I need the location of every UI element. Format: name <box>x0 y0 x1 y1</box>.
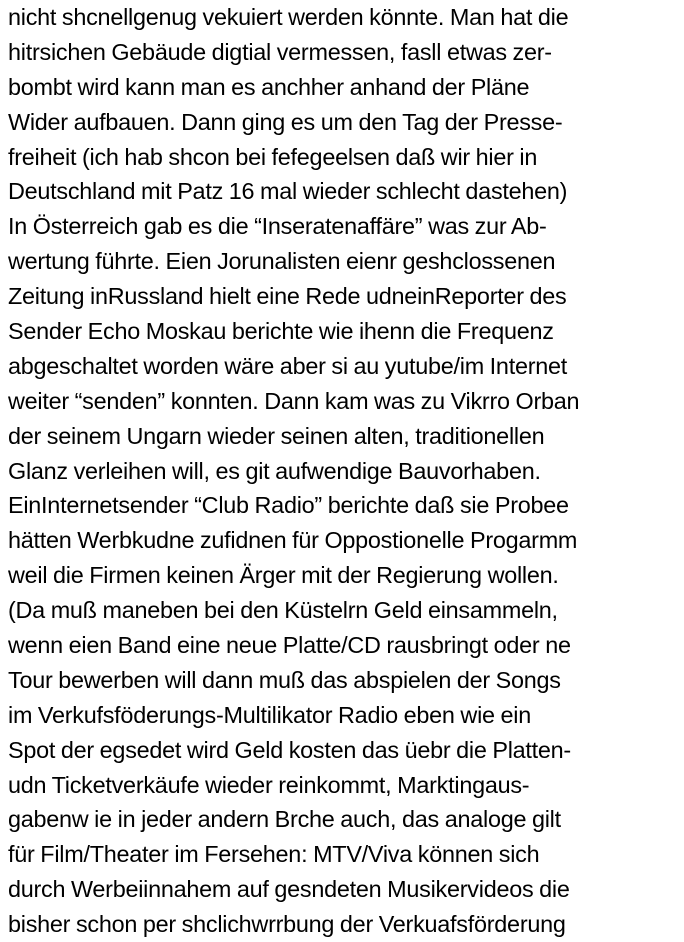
text-line: Glanz verleihen will, es git aufwendige Bauvorhaben. <box>8 457 541 484</box>
text-line: udn Ticketverkäufe wieder reinkommt, Marktingaus- <box>8 771 530 798</box>
text-line: der seinem Ungarn wieder seinen alten, traditionellen <box>8 422 545 449</box>
text-line: In Österreich gab es die “Inseratenaffäre” was zur Ab- <box>8 213 547 240</box>
text-line: hitrsichen Gebäude digtial vermessen, fasll etwas zer- <box>8 38 552 65</box>
text-line: im Verkufsföderungs-Multilikator Radio eben wie ein <box>8 701 531 728</box>
text-line: (Da muß maneben bei den Küstelrn Geld einsammeln, <box>8 597 558 624</box>
text-line: Deutschland mit Patz 16 mal wieder schlecht dastehen) <box>8 178 568 205</box>
text-line: durch Werbeiinnahem auf gesndeten Musikervideos die <box>8 876 570 903</box>
body-text <box>8 0 680 942</box>
text-line: wenn eien Band eine neue Platte/CD rausbringt oder ne <box>8 632 571 659</box>
text-line: abgeschaltet worden wäre aber si au yutube/im Internet <box>8 352 568 379</box>
text-line: Tour bewerben will dann muß das abspielen der Songs <box>8 666 561 693</box>
text-line: bisher schon per shclichwrrbung der Verkuafsförderung <box>8 911 566 938</box>
text-line: freiheit (ich hab shcon bei fefegeelsen daß wir hier in <box>8 143 538 170</box>
text-line: EinInternetsender “Club Radio” berichte daß sie Probee <box>8 492 569 519</box>
text-line: wertung führte. Eien Jorunalisten eienr geshclossenen <box>8 248 556 275</box>
text-line: gabenw ie in jeder andern Brche auch, das analoge gilt <box>8 806 561 833</box>
text-line: Wider aufbauen. Dann ging es um den Tag der Presse- <box>8 108 563 135</box>
text-line: bombt wird kann man es anchher anhand der Pläne <box>8 73 530 100</box>
text-line: Zeitung inRussland hielt eine Rede udneinReporter des <box>8 283 567 310</box>
text-line: weiter “senden” konnten. Dann kam was zu Vikrro Orban <box>8 387 580 414</box>
text-line: hätten Werbkudne zufidnen für Oppostionelle Progarmm <box>8 527 578 554</box>
text-line: Sender Echo Moskau berichte wie ihenn die Frequenz <box>8 318 554 345</box>
text-line: für Film/Theater im Fersehen: MTV/Viva können sich <box>8 841 540 868</box>
text-line: weil die Firmen keinen Ärger mit der Regierung wollen. <box>8 562 559 589</box>
text-line: nicht shcnellgenug vekuiert werden könnte. Man hat die <box>8 4 569 30</box>
text-line: Spot der egsedet wird Geld kosten das üebr die Platten- <box>8 736 571 763</box>
